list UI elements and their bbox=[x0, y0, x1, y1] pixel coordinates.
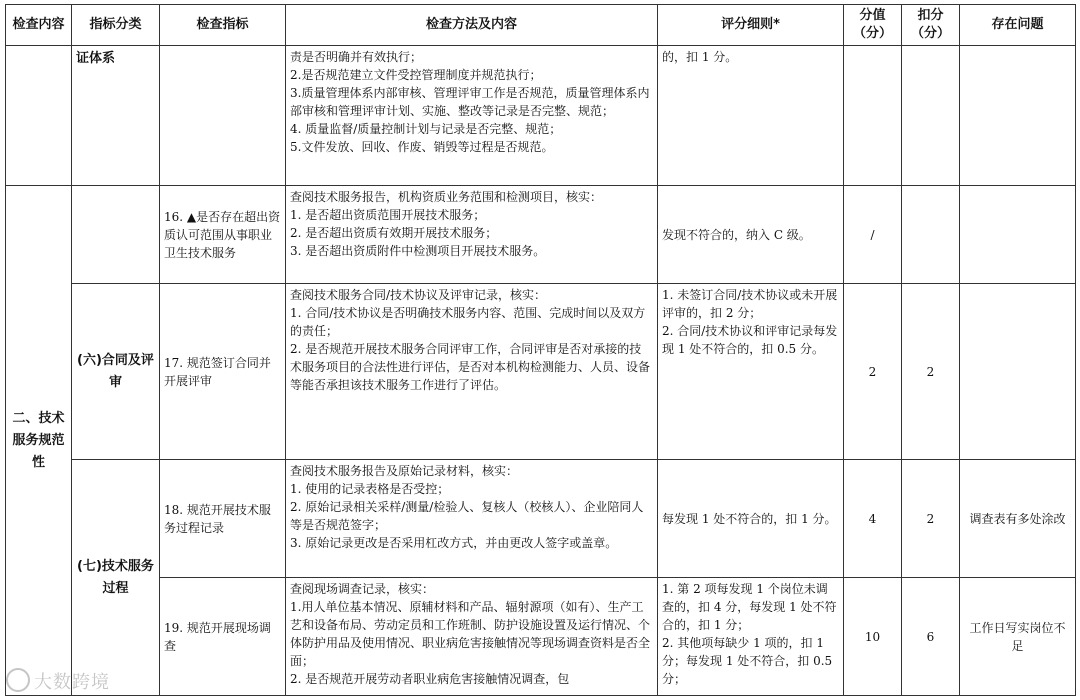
cell-problem bbox=[960, 284, 1076, 460]
inspection-table bbox=[5, 4, 1076, 696]
cell-scoring bbox=[658, 578, 844, 696]
cell-method bbox=[286, 460, 658, 578]
cell-problem: 调查表有多处涂改 bbox=[960, 460, 1076, 578]
cell-deduct bbox=[902, 186, 960, 284]
table-row bbox=[6, 186, 1076, 284]
cell-score bbox=[844, 46, 902, 186]
method-line: 2. 是否规范开展劳动者职业病危害接触情况调查，包 bbox=[290, 672, 570, 686]
header-category: 指标分类 bbox=[72, 5, 160, 46]
cell-scoring: 每发现 1 处不符合的，扣 1 分。 bbox=[658, 460, 844, 578]
cell-score: / bbox=[844, 186, 902, 284]
cell-category bbox=[72, 186, 160, 284]
method-line: 查阅技术服务报告及原始记录材料，核实： bbox=[290, 464, 519, 478]
cell-deduct bbox=[902, 46, 960, 186]
scoring-line: 1. 未签订合同/技术协议或未开展评审的，扣 2 分； bbox=[662, 288, 838, 320]
header-deduct: 扣分（分） bbox=[902, 5, 960, 46]
header-score: 分值（分） bbox=[844, 5, 902, 46]
header-row bbox=[6, 5, 1076, 46]
cell-deduct: 2 bbox=[902, 460, 960, 578]
method-line: 查阅技术服务报告，机构资质业务范围和检测项目，核实： bbox=[290, 190, 603, 204]
cell-method bbox=[286, 578, 658, 696]
method-line: 3.质量管理体系内部审核、管理评审工作是否规范，质量管理体系内部审核和管理评审计划、实施、整改等记录是否完整、规范； bbox=[290, 86, 650, 118]
method-line: 2. 是否规范开展技术服务合同评审工作，合同评审是否对承接的技术服务项目的合法性进行评估，是否对本机构检测能力、人员、设备等能否承担该技术服务工作进行了评估。 bbox=[290, 342, 651, 392]
cell-scoring bbox=[658, 284, 844, 460]
cell-scoring: 发现不符合的，纳入 C 级。 bbox=[658, 186, 844, 284]
scoring-line: 1. 第 2 项每发现 1 个岗位未调查的，扣 4 分，每发现 1 处不符合的，扣 1 分； bbox=[662, 582, 837, 632]
cell-indicator: 16. ▲是否存在超出资质认可范围从事职业卫生技术服务 bbox=[160, 186, 286, 284]
scoring-line: 2. 合同/技术协议和评审记录每发现 1 处不符合的，扣 0.5 分。 bbox=[662, 324, 838, 356]
header-content: 检查内容 bbox=[6, 5, 72, 46]
method-line: 1.用人单位基本情况、原辅材料和产品、辐射源项（如有）、生产工艺和设备布局、劳动定员和工作班制、防护设施设置及运行情况、个体防护用品及使用情况、职业病危害接触情况等现场调查资料是否全面； bbox=[290, 600, 651, 668]
cell-indicator: 18. 规范开展技术服务过程记录 bbox=[160, 460, 286, 578]
header-scoring: 评分细则* bbox=[658, 5, 844, 46]
cell-problem bbox=[960, 46, 1076, 186]
table-row bbox=[6, 46, 1076, 186]
method-line: 2. 是否超出资质有效期开展技术服务； bbox=[290, 226, 498, 240]
watermark-text: 大数跨境 bbox=[34, 672, 110, 693]
method-line: 2.是否规范建立文件受控管理制度并规范执行； bbox=[290, 68, 542, 82]
header-indicator: 检查指标 bbox=[160, 5, 286, 46]
cell-indicator: 19. 规范开展现场调查 bbox=[160, 578, 286, 696]
watermark bbox=[6, 668, 110, 694]
cell-method bbox=[286, 46, 658, 186]
method-line: 查阅现场调查记录，核实： bbox=[290, 582, 435, 596]
cell-method bbox=[286, 186, 658, 284]
group-label: (七)技术服务过程 bbox=[72, 460, 160, 696]
header-method: 检查方法及内容 bbox=[286, 5, 658, 46]
cell-category: 证体系 bbox=[72, 46, 160, 186]
cell-deduct: 6 bbox=[902, 578, 960, 696]
cell-method bbox=[286, 284, 658, 460]
cell-indicator: 17. 规范签订合同并开展评审 bbox=[160, 284, 286, 460]
cell-indicator bbox=[160, 46, 286, 186]
cell-problem bbox=[960, 186, 1076, 284]
method-line: 2. 原始记录相关采样/测量/检验人、复核人（校核人）、企业陪同人等是否规范签字； bbox=[290, 500, 644, 532]
method-line: 1. 使用的记录表格是否受控； bbox=[290, 482, 450, 496]
method-line: 责是否明确并有效执行； bbox=[290, 50, 423, 64]
group-label: (六)合同及评审 bbox=[72, 284, 160, 460]
method-line: 1. 合同/技术协议是否明确技术服务内容、范围、完成时间以及双方的责任； bbox=[290, 306, 646, 338]
cell-score: 2 bbox=[844, 284, 902, 460]
table-row bbox=[6, 284, 1076, 460]
method-line: 5.文件发放、回收、作废、销毁等过程是否规范。 bbox=[290, 140, 554, 154]
method-line: 1. 是否超出资质范围开展技术服务； bbox=[290, 208, 486, 222]
scoring-line: 2. 其他项每缺少 1 项的，扣 1 分；每发现 1 处不符合，扣 0.5 分； bbox=[662, 636, 833, 686]
section-label: 二、技术服务规范性 bbox=[6, 186, 72, 696]
cell-scoring: 的，扣 1 分。 bbox=[658, 46, 844, 186]
method-line: 3. 原始记录更改是否采用杠改方式，并由更改人签字或盖章。 bbox=[290, 536, 618, 550]
cell-score: 10 bbox=[844, 578, 902, 696]
cell-problem: 工作日写实岗位不足 bbox=[960, 578, 1076, 696]
method-line: 查阅技术服务合同/技术协议及评审记录，核实： bbox=[290, 288, 547, 302]
table-row bbox=[6, 578, 1076, 696]
table-row bbox=[6, 460, 1076, 578]
method-line: 3. 是否超出资质附件中检测项目开展技术服务。 bbox=[290, 244, 546, 258]
cell-deduct: 2 bbox=[902, 284, 960, 460]
header-problem: 存在问题 bbox=[960, 5, 1076, 46]
cell-content bbox=[6, 46, 72, 186]
method-line: 4. 质量监督/质量控制计划与记录是否完整、规范； bbox=[290, 122, 562, 136]
watermark-logo-icon bbox=[6, 668, 30, 692]
cell-score: 4 bbox=[844, 460, 902, 578]
